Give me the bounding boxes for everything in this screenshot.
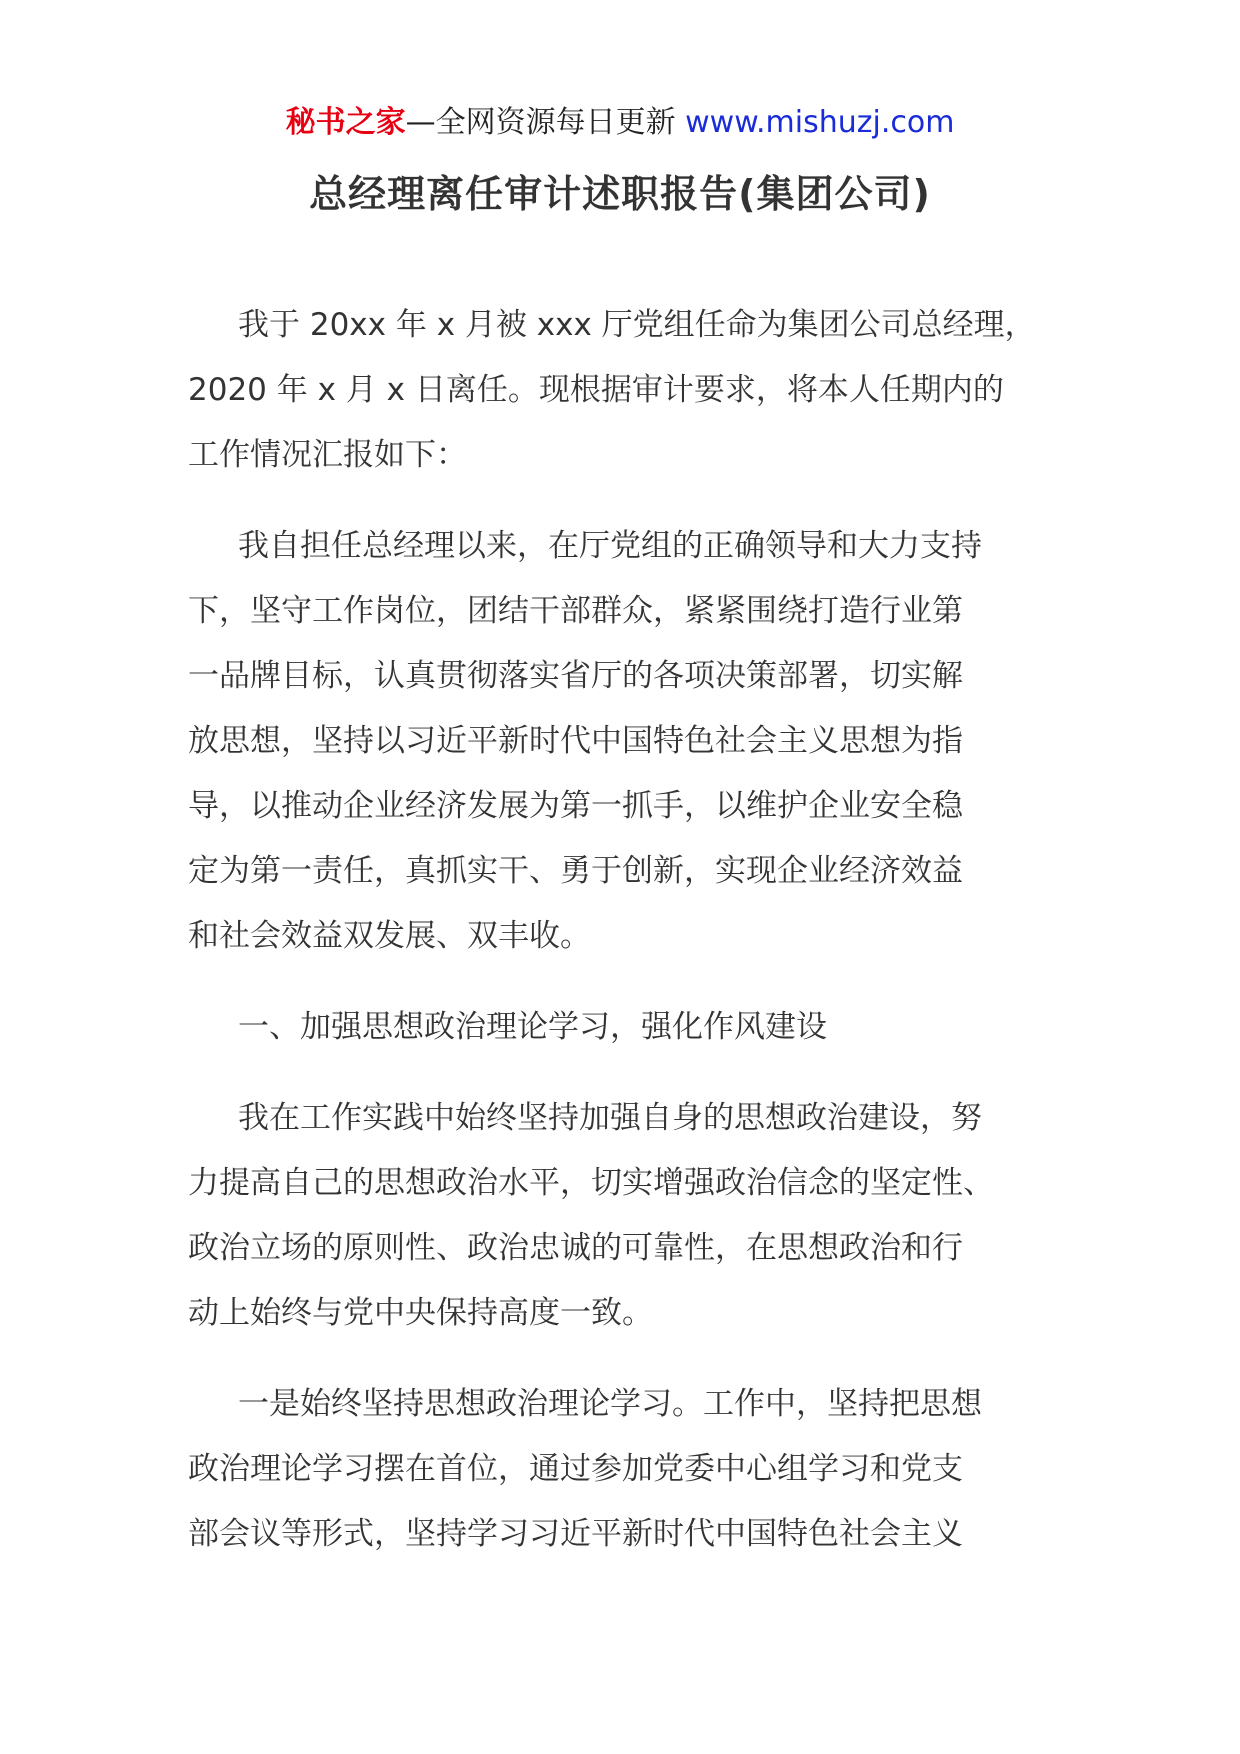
text-line: 定为第一责任，真抓实干、勇于创新，实现企业经济效益 — [188, 853, 963, 889]
brand-slogan: —全网资源每日更新 — [405, 105, 676, 140]
paragraph-study — [188, 1372, 1054, 1567]
paragraph-political — [188, 1086, 1054, 1346]
section-heading-1 — [188, 995, 1054, 1060]
text-line: 工作情况汇报如下： — [188, 437, 467, 473]
text-line: 动上始终与党中央保持高度一致。 — [188, 1295, 653, 1331]
text-line: 放思想，坚持以习近平新时代中国特色社会主义思想为指 — [188, 723, 963, 759]
brand-name: 秘书之家 — [285, 105, 406, 140]
document-title: 总经理离任审计述职报告(集团公司) — [309, 172, 931, 216]
text-line: 政治理论学习摆在首位，通过参加党委中心组学习和党支 — [188, 1451, 963, 1487]
site-url-link[interactable]: www.mishuzj.com — [685, 105, 955, 140]
document-body — [188, 293, 1054, 1593]
text-line: 我在工作实践中始终坚持加强自身的思想政治建设，努 — [238, 1100, 982, 1136]
text-line: 导，以推动企业经济发展为第一抓手，以维护企业安全稳 — [188, 788, 963, 824]
text-line: 下，坚守工作岗位，团结干部群众，紧紧围绕打造行业第 — [188, 593, 963, 629]
paragraph-summary — [188, 514, 1054, 969]
text-line: 我于 20xx 年 x 月被 xxx 厅党组任命为集团公司总经理， — [238, 307, 1036, 343]
text-line: 2020 年 x 月 x 日离任。现根据审计要求，将本人任期内的 — [188, 372, 1004, 408]
site-banner — [0, 101, 1240, 145]
text-line: 和社会效益双发展、双丰收。 — [188, 918, 591, 954]
text-line: 部会议等形式，坚持学习习近平新时代中国特色社会主义 — [188, 1516, 963, 1552]
text-line: 一是始终坚持思想政治理论学习。工作中，坚持把思想 — [238, 1386, 982, 1422]
text-line: 政治立场的原则性、政治忠诚的可靠性，在思想政治和行 — [188, 1230, 963, 1266]
text-line: 我自担任总经理以来，在厅党组的正确领导和大力支持 — [238, 528, 982, 564]
text-line: 一、加强思想政治理论学习，强化作风建设 — [238, 1009, 827, 1045]
paragraph-intro — [188, 293, 1054, 488]
text-line: 一品牌目标，认真贯彻落实省厅的各项决策部署，切实解 — [188, 658, 963, 694]
text-line: 力提高自己的思想政治水平，切实增强政治信念的坚定性、 — [188, 1165, 994, 1201]
